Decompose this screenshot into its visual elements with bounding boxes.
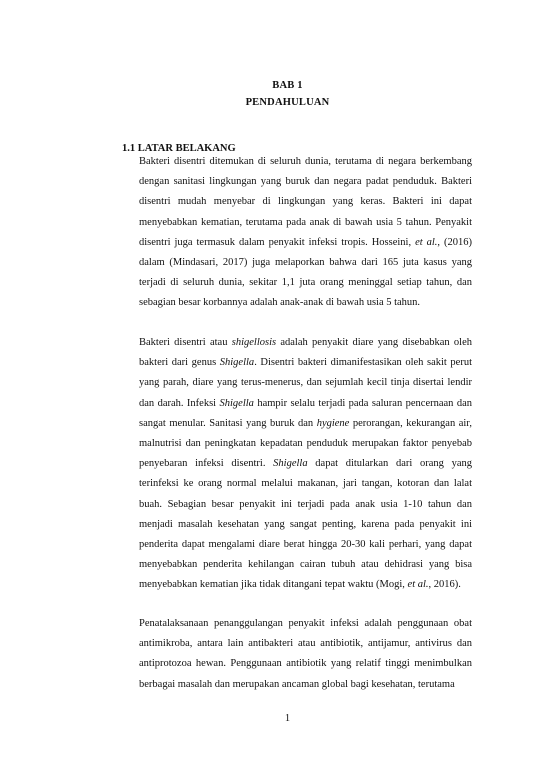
italic-run: Shigella: [219, 397, 254, 409]
chapter-number: BAB 1: [272, 80, 303, 91]
paragraph: [139, 333, 472, 596]
paragraph: [139, 152, 472, 314]
text-run: Bakteri disentri atau: [139, 337, 232, 348]
page-number: 1: [284, 713, 291, 724]
italic-run: et al.: [407, 579, 429, 591]
text-run: . Disentri bakteri dimanifestasikan oleh sakit perut yang parah, diare yang terus-menerus, dan sejumlah kecil tinja disertai lendir dan darah. Infeksi: [139, 357, 472, 409]
italic-run: Shigella: [273, 458, 308, 470]
text-run: adalah penyakit diare yang disebabkan oleh bakteri dari genus: [139, 337, 473, 369]
text-run: , 2016).: [428, 579, 461, 591]
italic-run: et al.: [415, 236, 438, 248]
text-run: , (2016) dalam (Mindasari, 2017) juga melaporkan bahwa dari 165 juta kasus yang terjadi di seluruh dunia, sekitar 1,1 juta orang meninggal setiap tahun, dan sebagian besar korbannya adalah anak-anak di bawah usia 5 tahun.: [139, 236, 473, 309]
italic-run: hygiene: [316, 417, 350, 429]
section-heading: 1.1 LATAR BELAKANG: [122, 143, 236, 154]
italic-run: shigellosis: [231, 337, 277, 348]
italic-run: Shigella: [219, 357, 255, 369]
text-run: perorangan, kekurangan air, malnutrisi dan peningkatan kepadatan penduduk merupakan faktor penyebab penyebaran infeksi disentri.: [139, 417, 472, 470]
text-run: Penatalaksanaan penanggulangan penyakit infeksi adalah penggunaan obat antimikroba, antara lain antibakteri atau antibiotik, antijamur, antivirus dan antiprotozoa hewan. Penggunaan antibiotik yang relatif tinggi menimbulkan berbagai masalah dan merupakan ancaman global bagi kesehatan, terutama: [139, 618, 472, 690]
text-run: hampir selalu terjadi pada saluran pencernaan dan sangat menular. Sanitasi yang buruk dan: [139, 397, 472, 429]
text-run: Bakteri disentri ditemukan di seluruh dunia, terutama di negara berkembang dengan sanitasi lingkungan yang buruk dan negara padat penduduk. Bakteri disentri mudah menyebar di lingkungan yang keras. Bakteri ini dapat menyebabkan kematian, terutama pada anak di bawah usia 5 tahun. Penyakit disentri juga termasuk dalam penyakit infeksi tropis. Hosseini,: [139, 156, 472, 248]
chapter-title: PENDAHULUAN: [245, 97, 330, 108]
paragraph: [139, 614, 472, 695]
text-run: dapat ditularkan dari orang yang terinfeksi ke orang normal melalui makanan, jari tangan, kotoran dan lalat buah. Sebagian besar penyakit ini terjadi pada anak usia 1-10 tahun dan menjadi masalah kesehatan yang sangat penting, karena pada penyakit ini penderita dapat mengalami diare berat hingga 20-30 kali perhari, yang dapat menyebabkan penderita kehilangan cairan tubuh atau dehidrasi yang bisa menyebabkan kematian jika tidak ditangani tepat waktu (Mogi,: [139, 458, 472, 591]
